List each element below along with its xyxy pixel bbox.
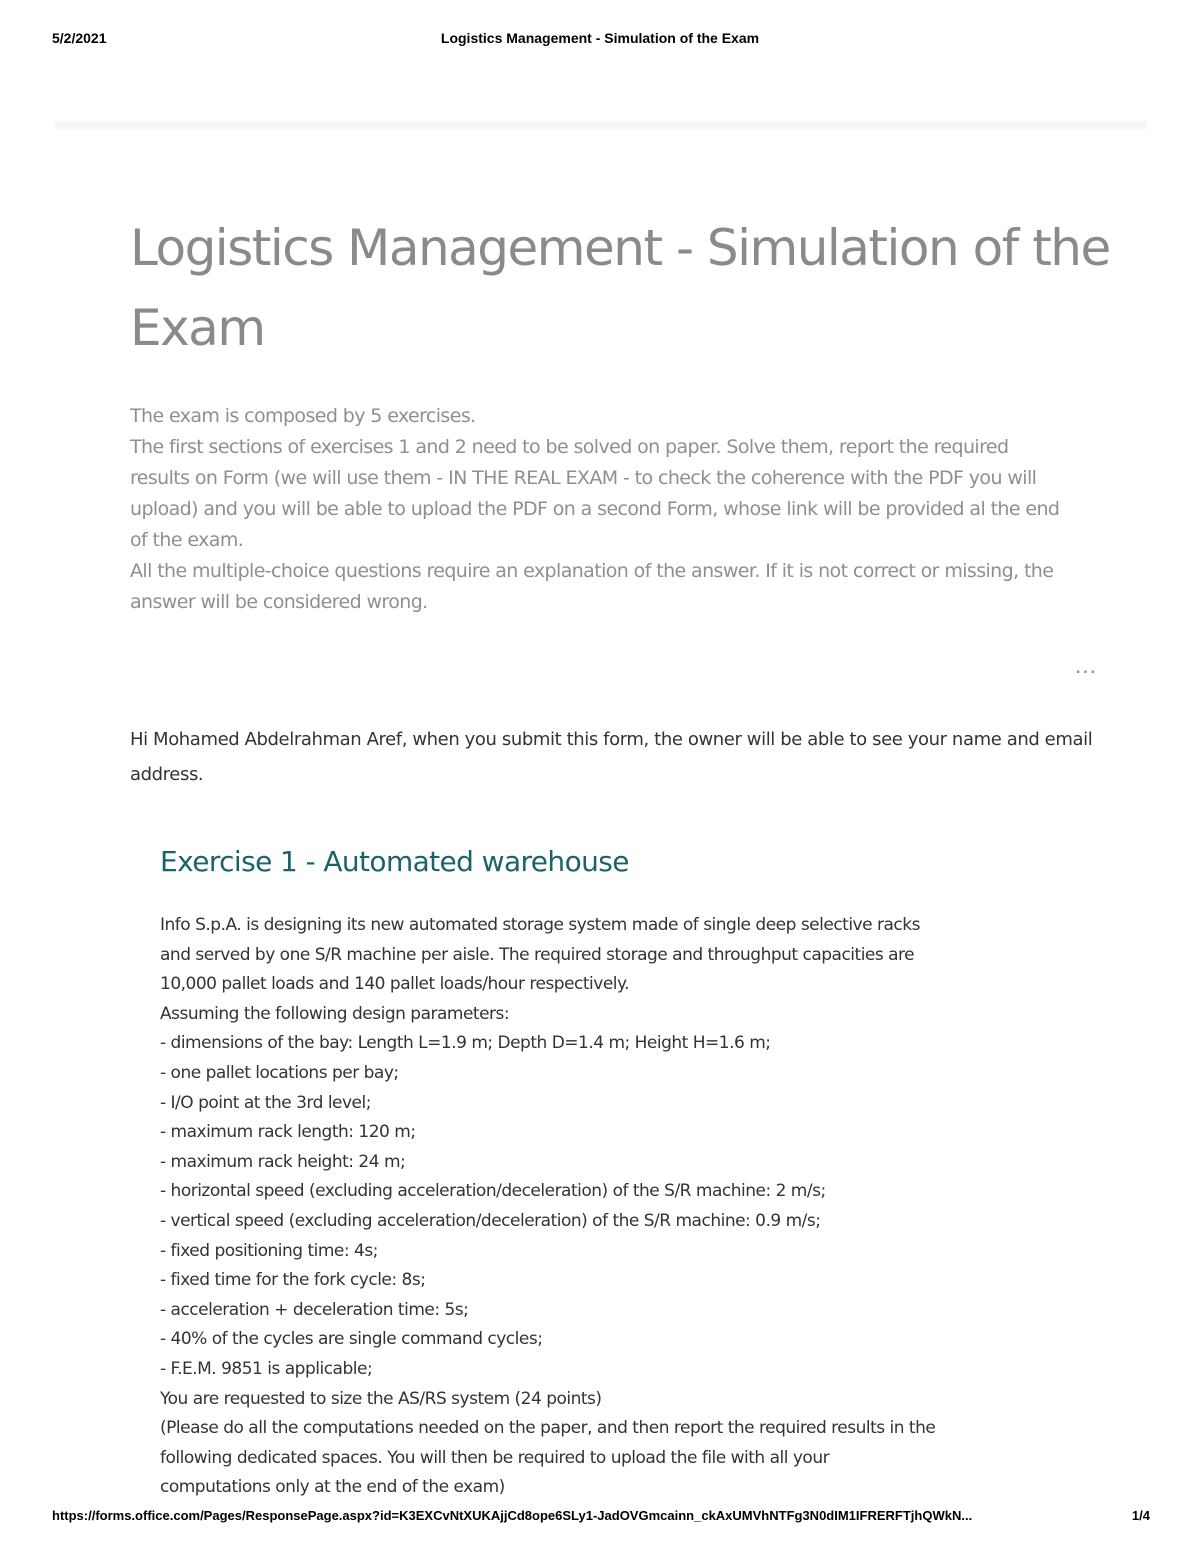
section-description (160, 911, 1060, 1503)
section-line: - maximum rack height: 24 m; (160, 1151, 406, 1172)
print-url: https://forms.office.com/Pages/ResponsePage.aspx?id=K3EXCvNtXUKAjjCd8ope6SLy1-JadOVGmcainn_ckAxUMVhNTFg3N0dIM1IFRERFTjhQWkN... (52, 1508, 973, 1523)
print-date: 5/2/2021 (52, 30, 107, 46)
section-line: - I/O point at the 3rd level; (160, 1092, 371, 1113)
section-line: - fixed time for the fork cycle: 8s; (160, 1270, 426, 1291)
section-title: Exercise 1 - Automated warehouse (160, 845, 629, 878)
form-title: Logistics Management - Simulation of the Exam (130, 219, 1110, 357)
section-line: and served by one S/R machine per aisle. The required storage and throughput capacities are (160, 944, 915, 965)
print-footer (0, 1508, 1200, 1528)
page-number: 1/4 (1131, 1508, 1150, 1523)
section-line: Info S.p.A. is designing its new automated storage system made of single deep selective racks (160, 915, 920, 935)
section-line: (Please do all the computations needed on the paper, and then report the required results in the (160, 1418, 936, 1439)
more-options-button[interactable]: ··· (1074, 660, 1098, 684)
section-line: - dimensions of the bay: Length L=1.9 m; Depth D=1.4 m; Height H=1.6 m; (160, 1033, 771, 1054)
identity-notice: Hi Mohamed Abdelrahman Aref, when you submit this form, the owner will be able to see your name and email address. (130, 729, 1093, 785)
form-description-line: The first sections of exercises 1 and 2 need to be solved on paper. Solve them, report the required results on Form (we will use them - IN THE REAL EXAM - to check the coherence with the PDF you will upload) and you will be able to upload the PDF on a second Form, whose link will be provided al the end of the exam. (130, 436, 1060, 551)
section-line: - fixed positioning time: 4s; (160, 1240, 378, 1261)
section-line: 10,000 pallet loads and 140 pallet loads/hour respectively. (160, 974, 630, 995)
section-line: Assuming the following design parameters: (160, 1003, 510, 1024)
form-description-line: All the multiple-choice questions require an explanation of the answer. If it is not correct or missing, the answer will be considered wrong. (130, 560, 1054, 613)
section-line: - horizontal speed (excluding acceleration/deceleration) of the S/R machine: 2 m/s; (160, 1181, 826, 1202)
section-line: - vertical speed (excluding acceleration/deceleration) of the S/R machine: 0.9 m/s; (160, 1210, 821, 1231)
section-line: following dedicated spaces. You will then be required to upload the file with all your (160, 1447, 830, 1468)
section-line: computations only at the end of the exam) (160, 1477, 505, 1498)
section-line: - F.E.M. 9851 is applicable; (160, 1358, 373, 1379)
form-description-line: The exam is composed by 5 exercises. (130, 405, 476, 427)
section-line: - acceleration + deceleration time: 5s; (160, 1299, 469, 1320)
section-line: You are requested to size the AS/RS system (24 points) (160, 1388, 602, 1409)
section-line: - maximum rack length: 120 m; (160, 1122, 416, 1143)
form-header-band (55, 118, 1147, 132)
print-document-title: Logistics Management - Simulation of the Exam (440, 30, 760, 46)
print-header (0, 30, 1200, 50)
section-line: - 40% of the cycles are single command cycles; (160, 1329, 543, 1350)
section-line: - one pallet locations per bay; (160, 1062, 399, 1083)
form-description (130, 401, 1070, 618)
